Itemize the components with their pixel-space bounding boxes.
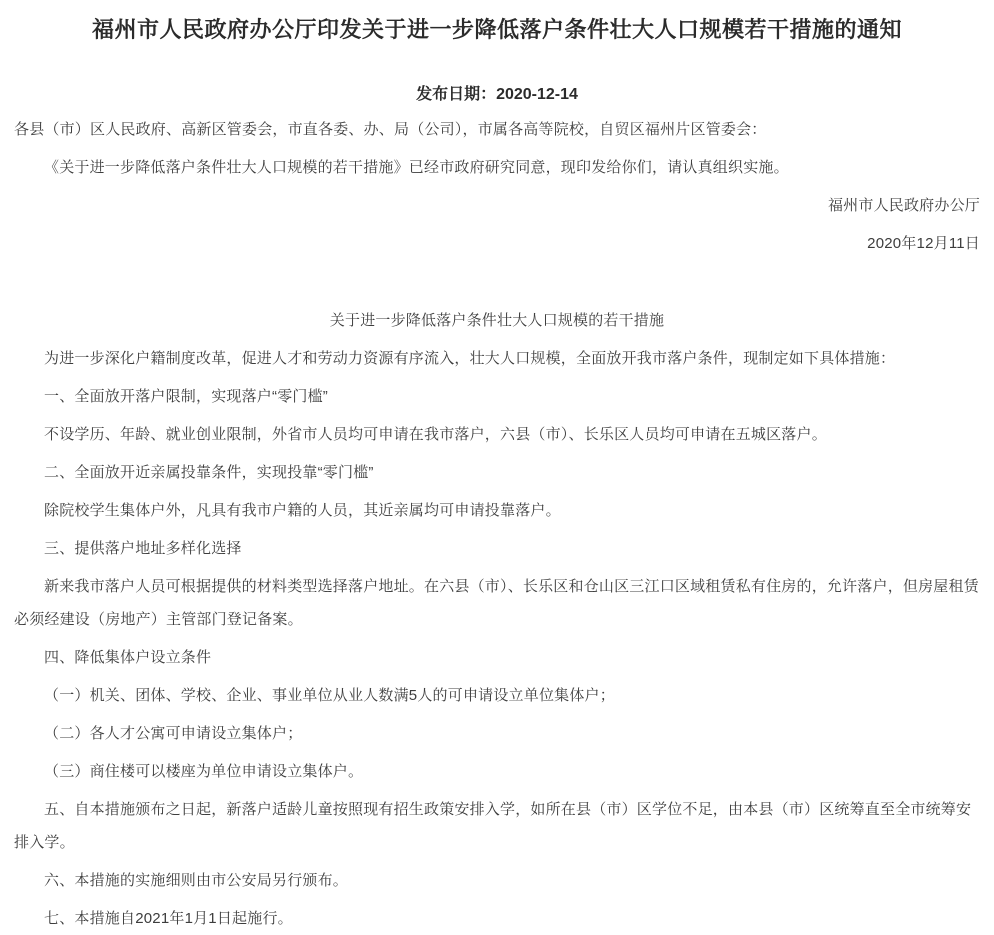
notice-body: 《关于进一步降低落户条件壮大人口规模的若干措施》已经市政府研究同意，现印发给你们，请认真组织实施。 xyxy=(44,159,789,176)
measures-preamble: 为进一步深化户籍制度改革，促进人才和劳动力资源有序流入，壮大人口规模，全面放开我市落户条件，现制定如下具体措施： xyxy=(44,350,896,367)
measure-paragraph: （三）商住楼可以楼座为单位申请设立集体户。 xyxy=(44,763,364,780)
measure-paragraph: 不设学历、年龄、就业创业限制，外省市人员均可申请在我市落户，六县（市）、长乐区人员均可申请在五城区落户。 xyxy=(44,426,827,443)
signature-organization: 福州市人民政府办公厅 xyxy=(827,197,980,214)
page-title: 福州市人民政府办公厅印发关于进一步降低落户条件壮大人口规模若干措施的通知 xyxy=(91,17,902,42)
measure-paragraph: 二、全面放开近亲属投靠条件，实现投靠“零门槛” xyxy=(44,464,374,481)
addressee-line: 各县（市）区人民政府、高新区管委会，市直各委、办、局（公司），市属各高等院校，自贸区福州片区管委会： xyxy=(14,121,767,138)
measure-paragraph: 除院校学生集体户外，凡具有我市户籍的人员，其近亲属均可申请投靠落户。 xyxy=(44,502,561,519)
measure-paragraph: 五、自本措施颁布之日起，新落户适龄儿童按照现有招生政策安排入学，如所在县（市）区学位不足，由本县（市）区统筹直至全市统筹安排入学。 xyxy=(14,801,972,851)
measure-paragraph: （一）机关、团体、学校、企业、事业单位从业人数满5人的可申请设立单位集体户； xyxy=(44,687,615,704)
measure-paragraph: 四、降低集体户设立条件 xyxy=(44,649,212,666)
measure-paragraph: 六、本措施的实施细则由市公安局另行颁布。 xyxy=(44,872,349,889)
measures-title: 关于进一步降低落户条件壮大人口规模的若干措施 xyxy=(329,312,665,329)
measure-paragraph: 新来我市落户人员可根据提供的材料类型选择落户地址。在六县（市）、长乐区和仓山区三江口区域租赁私有住房的，允许落户，但房屋租赁必须经建设（房地产）主管部门登记备案。 xyxy=(14,578,979,628)
measure-paragraph: 七、本措施自2021年1月1日起施行。 xyxy=(44,910,293,927)
measure-paragraph: （二）各人才公寓可申请设立集体户； xyxy=(44,725,303,742)
measure-paragraph: 一、全面放开落户限制，实现落户“零门槛” xyxy=(44,388,328,405)
publish-date: 发布日期：2020-12-14 xyxy=(416,86,578,103)
measure-paragraph: 三、提供落户地址多样化选择 xyxy=(44,540,242,557)
signature-date: 2020年12月11日 xyxy=(867,235,980,252)
